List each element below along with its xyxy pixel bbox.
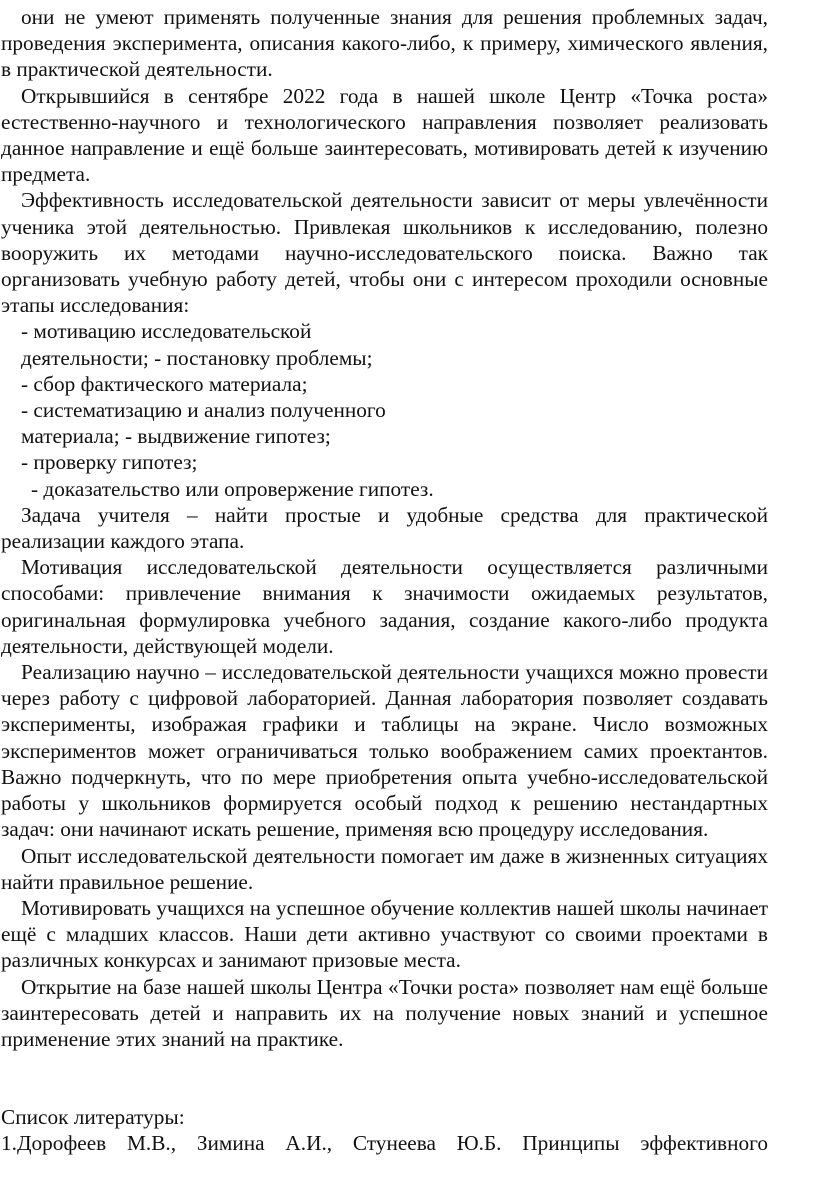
paragraph-center-opening: Открывшийся в сентябре 2022 года в нашей школе Центр «Точка роста» естественно-научного и технологического направления позволяет реализовать данное направление и ещё больше заинтересовать, мотивировать детей к изучению предмета. bbox=[1, 83, 768, 187]
paragraph-school-motivation: Мотивировать учащихся на успешное обучение коллектив нашей школы начинает ещё с младших классов. Наши дети активно участвуют со своими проектами в различных конкурсах и занимают призовые места. bbox=[1, 895, 768, 973]
paragraph-intro: они не умеют применять полученные знания для решения проблемных задач, проведения эксперимента, описания какого-либо, к примеру, химического явления, в практической деятельности. bbox=[1, 5, 768, 82]
paragraph-teacher-task: Задача учителя – найти простые и удобные средства для практической реализации каждого этапа. bbox=[1, 502, 768, 554]
list-item: - доказательство или опровержение гипотез. bbox=[31, 476, 434, 501]
list-item: - проверку гипотез; bbox=[21, 450, 198, 475]
references-title: Список литературы: bbox=[1, 1105, 185, 1130]
paragraph-effectiveness: Эффективность исследовательской деятельности зависит от меры увлечённости ученика этой деятельностью. Привлекая школьников к исследованию, полезно вооружить их методами научно-исследовательского поиска. Важно так организовать учебную работу детей, чтобы они с интересом проходили основные этапы исследования: bbox=[1, 188, 768, 318]
paragraph-experience: Опыт исследовательской деятельности помогает им даже в жизненных ситуациях найти правильное решение. bbox=[1, 843, 768, 894]
paragraph-center-conclusion: Открытие на базе нашей школы Центра «Точки роста» позволяет нам ещё больше заинтересовать детей и направить их на получение новых знаний и успешное применение этих знаний на практике. bbox=[1, 974, 768, 1051]
research-stages-list bbox=[1, 318, 768, 501]
list-item: материала; - выдвижение гипотез; bbox=[21, 424, 331, 449]
paragraph-motivation: Мотивация исследовательской деятельности осуществляется различными способами: привлечение внимания к значимости ожидаемых результатов, оригинальная формулировка учебного задания, создание какого-либо продукта деятельности, действующей модели. bbox=[1, 555, 768, 658]
list-item: - систематизацию и анализ полученного bbox=[21, 398, 386, 423]
paragraph-digital-lab: Реализацию научно – исследовательской деятельности учащихся можно провести через работу с цифровой лабораторией. Данная лаборатория позволяет создавать эксперименты, изображая графики и таблицы на экране. Число возможных экспериментов может ограничиваться только воображением самих проектантов. Важно подчеркнуть, что по мере приобретения опыта учебно-исследовательской работы у школьников формируется особый подход к решению нестандартных задач: они начинают искать решение, применяя всю процедуру исследования. bbox=[1, 660, 768, 842]
list-item: - мотивацию исследовательской bbox=[21, 319, 312, 344]
reference-item: 1.Дорофеев М.В., Зимина А.И., Стунеева Ю.Б. Принципы эффективного bbox=[1, 1131, 768, 1156]
section-spacer bbox=[1, 1052, 768, 1104]
list-item: деятельности; - постановку проблемы; bbox=[21, 345, 373, 370]
list-item: - сбор фактического материала; bbox=[21, 371, 308, 396]
